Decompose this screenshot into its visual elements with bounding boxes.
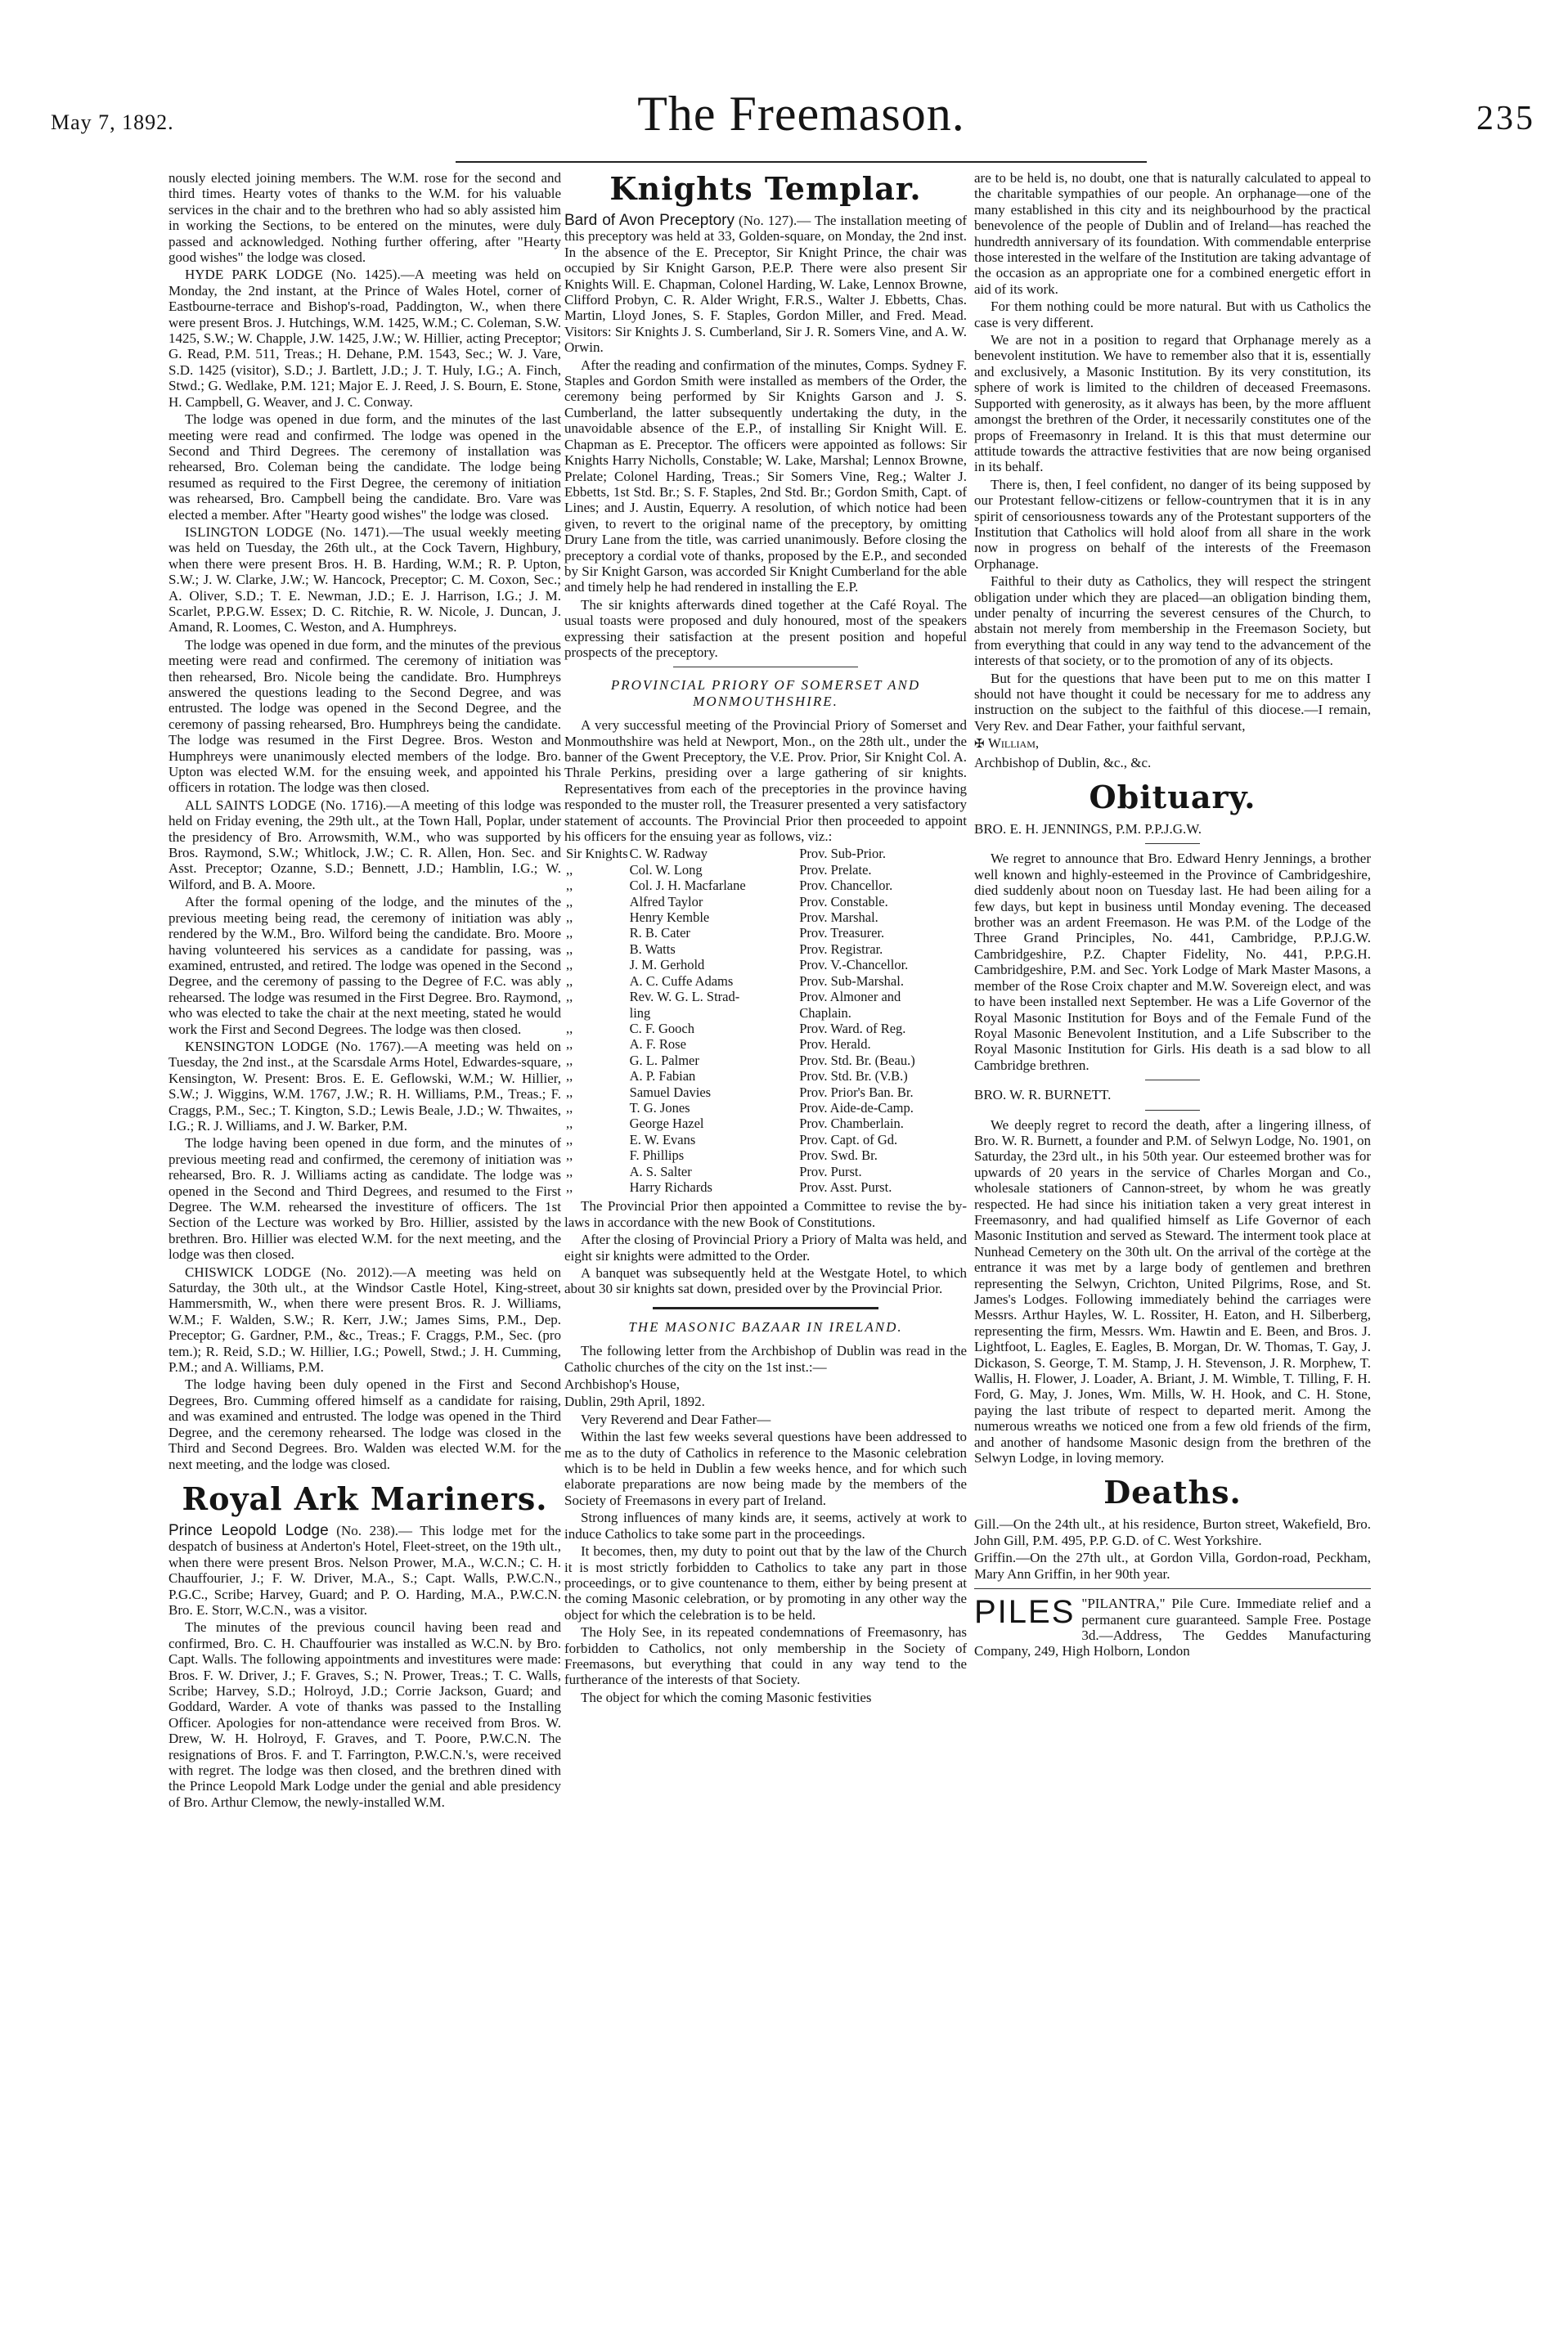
paragraph-text: This lodge met for the despatch of business at Anderton's Hotel, Fleet-street, on the 19th ult., when there were present Bros. Nelson Prower, M.A., W.C.N.; C. H. Chauffourier, J.; F. W. Driver, M.A., S.; Capt. Walls, P.W.C.N., P.G.C., Scribe; Harvey, Guard; and P. O. Harding, M.A., P.W.C.N. Bro. E. Storr, W.C.N., was a visitor. [168,1522,561,1618]
officer-row [564,909,967,925]
paragraph: The lodge having been duly opened in the First and Second Degrees, Bro. Cumming offered himself as a candidate for raising, and was examined and entrusted. The lodge was opened in the Third Degree, and the ceremony rehearsed. The lodge was closed in the Third and Second Degrees. Bro. Walden was elected W.M. for the next meeting, and the lodge was closed. [168,1376,561,1472]
paragraph-text: The installation meeting of this preceptory was held at 33, Golden-square, on Monday, the 2nd inst. In the absence of the E. Preceptor, Sir Knight Prince, the chair was occupied by Sir Knight Garson, P.E.P. There were also present Sir Knights Will. E. Chapman, Colonel Harding, W. Lake, Lennox Browne, Clifford Probyn, C. R. Alder Wright, F.R.S., Walter J. Ebbetts, Chas. Martin, Lloyd Jones, S. F. Staples, Gordon Miller, and Fred. Mead. Visitors: Sir Knights J. S. Cumberland, Sir J. R. Somers Vine, and A. W. Orwin. [564,213,967,356]
officer-name: R. B. Cater [629,925,690,941]
letter-salutation: Very Reverend and Dear Father— [581,1411,771,1427]
officer-office: Prov. Swd. Br. [799,1147,878,1164]
paragraph: The lodge was opened in due form, and the minutes of the last meeting were read and confirmed. The lodge was opened in the Second and Third Degrees. The ceremony of installation was rehearsed, Bro. Coleman being the candidate. The lodge being resumed as required to the First Degree, the ceremony of initiation was rehearsed, Bro. Campbell being the candidate. Bro. Vare was elected a member. After "Hearty good wishes" the lodge was closed. [168,411,561,523]
officer-name: Henry Kemble [629,909,710,926]
officer-prefix: ,, [566,1052,573,1068]
officer-name: Rev. W. G. L. Strad- [629,989,740,1005]
section-heading-obituary: Obituary. [1089,779,1256,816]
paragraph: The lodge was opened in due form, and the minutes of the previous meeting were read and confirmed. The ceremony of initiation was then rehearsed, Bro. Nicole being the candidate. Bro. Humphreys answered the questions leading to the Second Degree, and was entrusted. The lodge was opened in the Second Degree, and the ceremony of passing rehearsed, Bro. Humphreys being the candidate. The lodge was resumed in the First Degree. Bros. Weston and Humphreys were unanimously elected members of the lodge. Bro. Upton was elected W.M. for the ensuing week, and appointed his officers in rotation. The lodge was then closed. [168,636,561,796]
letter-date-line: Dublin, 29th April, 1892. [564,1394,705,1410]
officer-prefix: ,, [566,909,573,926]
officer-office: Prov. Herald. [799,1036,871,1053]
paragraph: We are not in a position to regard that Orphanage merely as a benevolent institution. We have to remember also that it is, essentially and exclusively, a Masonic Institution. By its very constitution, its sphere of work is limited to the children of deceased Freemasons. Supported with generosity, as it always has been, by the more affluent amongst the brethren of the Order, it necessarily constitutes one of the props of Freemasonry in Ireland. It is this that must determine our attitude towards the attractive festivities that are now being organised in its behalf. [974,332,1371,475]
advertisement [974,1596,1371,1659]
paragraph [168,1523,561,1618]
officer-prefix [564,1005,628,1021]
paragraph: It becomes, then, my duty to point out that by the law of the Church it is most strictly forbidden to Catholics to take any part in those proceedings, or to give countenance to them, either by being present at the coming Masonic celebration, or by promoting in any other way the object for which the celebration is to be held. [564,1543,967,1623]
cross-icon: ✠ [974,738,985,752]
page-number: 235 [1476,100,1535,137]
paragraph: CHISWICK LODGE (No. 2012).—A meeting was held on Saturday, the 30th ult., at the Windsor Castle Hotel, King-street, Hammersmith, W., when there were present Bros. R. J. Williams, W.M.; F. Walden, S.W.; R. Kerr, J.W.; James Sims, P.M., Dep. Preceptor; G. Gardner, P.M., &c., Treas.; F. Craggs, P.M., Sec. (pro tem.); R. Reid, S.D.; W. Hillier, I.G.; Powell, Stwd.; J. H. Cumming, P.M.; and A. Williams, P.M. [168,1264,561,1376]
preceptory-name: Bard of Avon Preceptory [564,212,735,229]
paragraph: But for the questions that have been put to me on this matter I should not have thought it could be necessary for me to address any instruction on the subject to the faithful of this diocese.—I remain, Very Rev. and Dear Father, your faithful servant, [974,670,1371,734]
officer-prefix: ,, [566,989,573,1005]
paragraph: We deeply regret to record the death, after a lingering illness, of Bro. W. R. Burnett, a founder and P.M. of Selwyn Lodge, No. 1901, on Saturday, the 23rd ult., in his 50th year. Our esteemed brother was for upwards of 20 years in the service of Charles Morgan and Co., wholesale stationers of Cannon-street, by whom he was greatly respected. He had since his initiation taken a very great interest in Freemasonry, and had qualified himself as Life Governor of each Masonic Institution and served as Steward. The interment took place at Nunhead Cemetery on the 30th ult. On the arrival of the cortège at the entrance it was met by a large body of gentlemen and brethren representing the Selwyn, Crichton, United Pilgrims, Rose, and St. James's Lodges. Following immediately behind the carriages were Messrs. Arthur Hayles, W. L. Rossiter, H. Eaton, and H. Silberberg, representing the firm, Messrs. Wm. Hawtin and E. Been, and Bros. J. Lightfoot, L. Eagles, E. Eagles, B. Morgan, Dr. W. Thomas, T. Gay, J. Dickason, S. George, T. M. Stamp, J. H. Stevenson, J. R. Morphew, T. Wallis, H. Flower, J. Loader, A. Briant, J. M. Wimble, T. Tilling, F. H. Ford, G. May, J. Jones, Wm. Mills, W. H. Hook, and C. H. Stone, paying the last tribute of respect to departed merit. Among the numerous wreaths we noticed one from a few old friends of the firm, and another of handsome Masonic design from the brethren of the Selwyn Lodge, in loving memory. [974,1116,1371,1466]
paragraph: The Provincial Prior then appointed a Committee to revise the by-laws in accordance with the new Book of Constitutions. [564,1198,967,1230]
paragraph: The sir knights afterwards dined together at the Café Royal. The usual toasts were proposed and duly honoured, most of the speakers expressing their satisfaction at the present position and hopeful prospects of the preceptory. [564,596,967,660]
masthead-rule [456,161,1146,163]
officer-prefix: ,, [566,1163,573,1179]
signature-name: William, [987,735,1040,752]
officer-prefix: ,, [566,1116,573,1132]
paragraph: The Holy See, in its repeated condemnations of Freemasonry, has forbidden to Catholics, not only membership in the Society of Freemasons, but everything that could in any way tend to the furtherance of the interests of that Society. [564,1624,967,1688]
officer-office: Prov. Ward. of Reg. [799,1020,906,1036]
officer-prefix: ,, [566,1131,573,1147]
officer-office: Prov. Prior's Ban. Br. [799,1084,914,1100]
officer-office: Prov. Marshal. [799,909,878,926]
officer-row [564,989,967,1004]
officer-name: Alfred Taylor [629,893,703,909]
paragraph: After the closing of Provincial Priory a Priory of Malta was held, and eight sir knights were admitted to the Order. [564,1232,967,1264]
officer-office: Prov. Sub-Prior. [799,846,886,862]
officer-office: Prov. Purst. [799,1163,862,1179]
officer-office: Prov. Sub-Marshal. [799,972,904,989]
officer-row [564,1179,967,1195]
officer-row [564,973,967,989]
officer-row [564,1100,967,1116]
officer-row [564,1068,967,1084]
letter-address-line: Archbishop's House, [564,1376,680,1393]
paragraph: After the reading and confirmation of the minutes, Comps. Sydney F. Staples and Gordon Smith were installed as members of the Order, the ceremony being performed by Sir Knights Garson and J. S. Cumberland, the latter subsequently undertaking the duty, in the unavoidable absence of the E.P., of installing Sir Knight Will. E. Chapman as E. Preceptor. The officers were appointed as follows: Sir Knights Harry Nicholls, Constable; W. Lake, Marshal; Lennox Browne, Prelate; Colonel Harding, Treas.; Sir Somers Vine, Reg.; Walter J. Ebbetts, 1st Std. Br.; S. F. Staples, 2nd Std. Br.; Gordon Smith, Capt. of Lines; and J. Austin, Equerry. A resolution, of which notice had been given, to revert to the original name of the preceptory, by omitting Drury Lane from the title, was carried unanimously. Before closing the preceptory a cordial vote of thanks, proposed by the E.P., and seconded by Sir Knight Garson, was accorded Sir Knight Cumberland for the able and timely help he had rendered in installing the E.P. [564,357,967,595]
newspaper-title: The Freemason. [637,87,965,141]
officer-prefix: ,, [566,957,573,973]
officer-prefix: ,, [566,1147,573,1164]
column-2 [564,170,967,2301]
masthead [51,86,1552,159]
officer-row [564,1005,967,1021]
officer-office: Prov. V.-Chancellor. [799,957,909,973]
officer-row [564,862,967,878]
officer-name: A. C. Cuffe Adams [629,972,734,989]
paragraph: For them nothing could be more natural. But with us Catholics the case is very different. [974,299,1371,330]
officer-name: Samuel Davies [629,1084,712,1100]
officer-name: C. W. Radway [629,846,708,862]
officer-office: Chaplain. [799,1004,851,1021]
paragraph: We regret to announce that Bro. Edward Henry Jennings, a brother well known and highly-esteemed in the Province of Cambridgeshire, died suddenly about noon on Tuesday last. He had been ailing for a few days, but kept in business until Monday evening. The deceased brother was an ardent Freemason. He was P.M. of the Lodge of the Three Grand Principles, No. 441, Cambridge, P.P.J.G.W. Cambridgeshire, P.Z. Chapter Fidelity, No. 441, P.P.G.H. Cambridgeshire, P.M. and Sec. York Lodge of Mark Master Masons, a member of the Rose Croix chapter and M.W. Sovereign elect, and was to have been installed next September. He was a Life Governor of the Royal Masonic Institution for Boys and of the Female Fund of the Royal Masonic Benevolent Institution, and a Life Subscriber to the Royal Masonic Institution for Girls. His death is a sad blow to all Cambridge brethren. [974,851,1371,1073]
officer-office: Prov. Chamberlain. [799,1116,904,1132]
section-heading-deaths: Deaths. [1103,1474,1242,1511]
officer-prefix: ,, [566,1068,573,1084]
section-divider [974,1588,1371,1589]
officer-office: Prov. Std. Br. (Beau.) [799,1052,915,1068]
officer-office: Prov. Chancellor. [799,878,893,894]
officer-office: Prov. Prelate. [799,861,872,878]
officer-prefix: ,, [566,861,573,878]
paragraph [564,213,967,356]
officer-office: Prov. Capt. of Gd. [799,1131,898,1147]
column-3 [974,170,1371,2301]
officer-row [564,1053,967,1068]
issue-date: May 7, 1892. [51,110,174,134]
officer-row [564,846,967,861]
officer-prefix: ,, [566,1020,573,1036]
paragraph: The lodge having been opened in due form, and the minutes of previous meeting read and confirmed, the ceremony of initiation was rehearsed, Bro. R. J. Williams acting as candidate. The lodge was opened in the Second and Third Degrees, and resumed to the First Degree. The W.M. rehearsed the investiture of officers. The 1st Section of the Lecture was worked by Bro. Hillier, assisted by the brethren. Bro. Hillier was elected W.M. for the next meeting, and the lodge was then closed. [168,1135,561,1263]
officer-name: T. G. Jones [629,1099,690,1116]
paragraph: A banquet was subsequently held at the Westgate Hotel, to which about 30 sir knights sat down, presided over by the Provincial Prior. [564,1265,967,1297]
officer-prefix: ,, [566,1036,573,1053]
paragraph: Within the last few weeks several questions have been addressed to me as to the duty of Catholics in reference to the Masonic celebration which is to be held in Dublin a few weeks hence, and for which such elaborate preparations are now being made by the members of the Society of Freemasons in every part of Ireland. [564,1429,967,1508]
officer-office: Prov. Treasurer. [799,925,885,941]
lodge-name: Prince Leopold Lodge [168,1521,329,1539]
section-divider [653,1307,878,1309]
officer-row [564,1116,967,1131]
officer-name: A. S. Salter [629,1163,692,1179]
officer-name: E. W. Evans [629,1131,696,1147]
paragraph: KENSINGTON LODGE (No. 1767).—A meeting was held on Tuesday, the 2nd inst., at the Scarsdale Arms Hotel, Edwardes-square, Kensington, W. Present: Bros. E. E. Geflowski, W.M.; W. Hillier, S.W.; J. Wiggins, W.M. 1767, J.W.; R. H. Williams, P.M., Treas.; F. Craggs, P.M., Sec.; T. Kington, S.D.; Lewis Beale, J.D.; W. Thwaites, I.G.; R. J. Williams, and J. W. Barker, P.M. [168,1038,561,1134]
section-divider [1145,1110,1201,1111]
paragraph: After the formal opening of the lodge, and the minutes of the previous meeting being read, the ceremony of initiation was ably rendered by the W.M., Bro. Wilford being the candidate. Bro. Moore having volunteered his services as a candidate for passing, was examined, entrusted, and retired. The lodge was opened in the Second Degree, and the ceremony of passing to the Degree of F.C. was ably rehearsed. The lodge was resumed in the First Degree. Bro. Raymond, who was elected to take the chair at the next meeting, stated he would work the First and Second Degrees. The lodge was then closed. [168,894,561,1037]
officer-name: J. M. Gerhold [629,957,705,973]
paragraph: nously elected joining members. The W.M. rose for the second and third times. Hearty votes of thanks to the W.M. for his valuable services in the chair and to the brethren who had so ably assisted him in working the Sections, to be entered on the minutes, were duly passed and acknowledged. Nothing further offering, after "Hearty good wishes" the lodge was closed. [168,170,561,266]
officer-row [564,1164,967,1179]
officer-office: Prov. Aide-de-Camp. [799,1099,914,1116]
section-heading-knights-templar: Knights Templar. [609,170,922,207]
officer-office: Prov. Almoner and [799,989,901,1005]
death-notice: Gill.—On the 24th ult., at his residence, Burton street, Wakefield, Bro. John Gill, P.M. 495, P.P. G.D. of C. West Yorkshire. [974,1516,1371,1548]
officer-name: C. F. Gooch [629,1020,694,1036]
ad-text: "PILANTRA," Pile Cure. Immediate relief and a permanent cure guaranteed. Sample Free. Postage 3d.—Address, The Geddes Manufacturing Company, 249, High Holborn, London [974,1596,1371,1659]
signature [974,735,1371,752]
section-heading-royal-ark-mariners: Royal Ark Mariners. [182,1480,548,1517]
officer-name: Col. J. H. Macfarlane [629,878,746,894]
officer-name: B. Watts [629,941,676,957]
lodge-number: (No. 238).— [336,1522,413,1538]
paragraph: A very successful meeting of the Provincial Priory of Somerset and Monmouthshire was held at Newport, Mon., on the 28th ult., under the banner of the Gwent Preceptory, the V.E. Prov. Prior, Sir Knight Col. A. Thrale Perkins, presiding over a large gathering of sir knights. Representatives from each of the preceptories in the province having responded to the muster roll, the Treasurer presented a very satisfactory statement of accounts. The Provincial Prior then proceeded to appoint his officers for the ensuing year as follows, viz.: [564,717,967,845]
paragraph: are to be held is, no doubt, one that is naturally calculated to appeal to the charitable sympathies of our people. An orphanage—one of the many established in this city and its neighbourhood by the practical benevolence of the people of Dublin and of Ireland—has reached the hundredth anniversary of its foundation. With commendable enterprise those interested in the welfare of the Institution are taking advantage of the occasion as an appropriate one for a combined energetic effort in aid of its work. [974,170,1371,297]
paragraph: ISLINGTON LODGE (No. 1471).—The usual weekly meeting was held on Tuesday, the 26th ult., at the Cock Tavern, Highbury, when there were present Bros. H. B. Harding, W.M.; R. P. Upton, S.W.; J. W. Clarke, J.W.; W. Hancock, Preceptor; C. M. Coxon, Sec.; A. Oliver, S.D.; T. E. Newman, J.D.; E. J. Harrison, I.G.; J. M. Scarlet, P.P.G.W. Essex; D. C. Ritchie, R. W. Nicole, J. Duncan, J. Amand, R. Loomes, C. Weston, and A. Humphreys. [168,523,561,635]
officer-name: F. Phillips [629,1147,685,1164]
paragraph: The following letter from the Archbishop of Dublin was read in the Catholic churches of the city on the 1st inst.:— [564,1343,967,1375]
officer-office: Prov. Asst. Purst. [799,1179,892,1195]
officer-prefix: ,, [566,1084,573,1100]
officer-name: G. L. Palmer [629,1052,699,1068]
officer-name: ling [629,1004,651,1021]
officer-row [564,1147,967,1163]
officer-prefix: ,, [566,972,573,989]
officer-row [564,1021,967,1036]
obituary-title: BRO. W. R. BURNETT. [974,1087,1112,1103]
officer-name: A. P. Fabian [629,1068,696,1084]
officer-name: George Hazel [629,1116,704,1132]
officer-office: Prov. Constable. [799,893,888,909]
paragraph: HYDE PARK LODGE (No. 1425).—A meeting was held on Monday, the 2nd instant, at the Prince of Wales Hotel, corner of Eastbourne-terrace and Bishop's-road, Paddington, W., when there were present Bros. J. Hutchings, W.M. 1425, W.M.; C. Coleman, S.W. 1425, S.W.; W. Chapple, J.W. 1425, J.W.; W. Hillier, acting Preceptor; G. Read, P.M. 511, Treas.; H. Dehane, P.M. 1543, Sec.; W. J. Vare, S.D. 1425 (visitor), S.D.; J. Bartlett, J.D.; J. T. Huly, I.G.; A. Finch, Stwd.; G. Wedlake, P.M. 121; Major E. J. Reed, J. S. Bourn, E. Stone, H. Campbell, G. Weaver, and J. C. Conway. [168,267,561,410]
officer-prefix: Sir Knights [566,846,628,862]
officer-office: Prov. Std. Br. (V.B.) [799,1068,908,1084]
subheading-provincial-priory: PROVINCIAL PRIORY OF SOMERSET AND MONMOUTHSHIRE. [610,677,921,709]
paragraph: The object for which the coming Masonic festivities [581,1689,872,1705]
signature-title: Archbishop of Dublin, &c., &c. [974,754,1152,770]
officer-row [564,925,967,941]
officer-row [564,1084,967,1100]
officer-prefix: ,, [566,878,573,894]
officer-prefix: ,, [566,893,573,909]
officers-table [564,846,967,1195]
paragraph: Strong influences of many kinds are, it seems, actively at work to induce Catholics to take some part in the proceedings. [564,1510,967,1542]
officer-prefix: ,, [566,1099,573,1116]
officer-office: Prov. Registrar. [799,941,883,957]
paragraph: The minutes of the previous council having been read and confirmed, Bro. C. H. Chauffourier was installed as W.C.N. by Bro. Capt. Walls. The following appointments and investitures were made: Bros. F. W. Driver, J.; F. Graves, S.; N. Prower, Treas.; T. C. Walls, Scribe; Harvey, S.D.; Holroyd, J.D.; Corrie Jackson, Guard; and Goddard, Warder. A vote of thanks was passed to the Installing Officer. Apologies for non-attendance were received from Bros. W. Drew, W. H. Holroyd, F. Graves, and T. Poore, P.W.C.N. The resignations of Bros. F. and T. Farrington, P.W.C.N.'s, were received with regret. The lodge was then closed, and the brethren dined with the Prince Leopold Mark Lodge under the genial and able presidency of Bro. Arthur Clemow, the newly-installed W.M. [168,1619,561,1810]
column-1 [168,170,561,2301]
paragraph: ALL SAINTS LODGE (No. 1716).—A meeting of this lodge was held on Friday evening, the 29th ult., at the Town Hall, Poplar, under the presidency of Bro. Arrowsmith, W.M., who was supported by Bros. Raymond, S.W.; Whitlock, J.W.; C. R. Allen, Hon. Sec. and Asst. Preceptor; Ozanne, S.D.; Bennett, J.D.; Hamblin, I.G.; W. Wilford, and B. A. Moore. [168,797,561,892]
obituary-title: BRO. E. H. JENNINGS, P.M. P.P.J.G.W. [974,821,1202,837]
preceptory-number: (No. 127).— [739,213,811,228]
officer-name: A. F. Rose [629,1036,686,1053]
paragraph: Faithful to their duty as Catholics, they will respect the stringent obligation under which they are placed—an obligation binding them, under penalty of incurring the severest censures of the Church, to abstain not merely from membership in the Freemason Society, but from everything that could in any way tend to the advancement of the interests of that society, or to the promotion of any of its objects. [974,573,1371,669]
ad-headline: PILES [974,1594,1076,1631]
officer-prefix: ,, [566,925,573,941]
officer-prefix: ,, [566,1179,573,1195]
officer-row [564,941,967,957]
officer-row [564,1036,967,1052]
officer-name: Harry Richards [629,1179,712,1195]
officer-prefix: ,, [566,941,573,957]
subheading-masonic-bazaar: THE MASONIC BAZAAR IN IRELAND. [628,1318,903,1335]
officer-row [564,878,967,893]
death-notice: Griffin.—On the 27th ult., at Gordon Villa, Gordon-road, Peckham, Mary Ann Griffin, in her 90th year. [974,1550,1371,1582]
officer-row [564,894,967,909]
officer-row [564,957,967,972]
officer-row [564,1132,967,1147]
paragraph: There is, then, I feel confident, no danger of its being supposed by our Protestant fellow-citizens or fellow-countrymen that it is in any spirit of censoriousness towards any of the Protestant supporters of the Institution that Catholics will hold aloof from all share in the work now in progress on behalf of the interests of the Freemason Orphanage. [974,476,1371,572]
officer-name: Col. W. Long [629,861,703,878]
section-divider [1145,843,1201,844]
